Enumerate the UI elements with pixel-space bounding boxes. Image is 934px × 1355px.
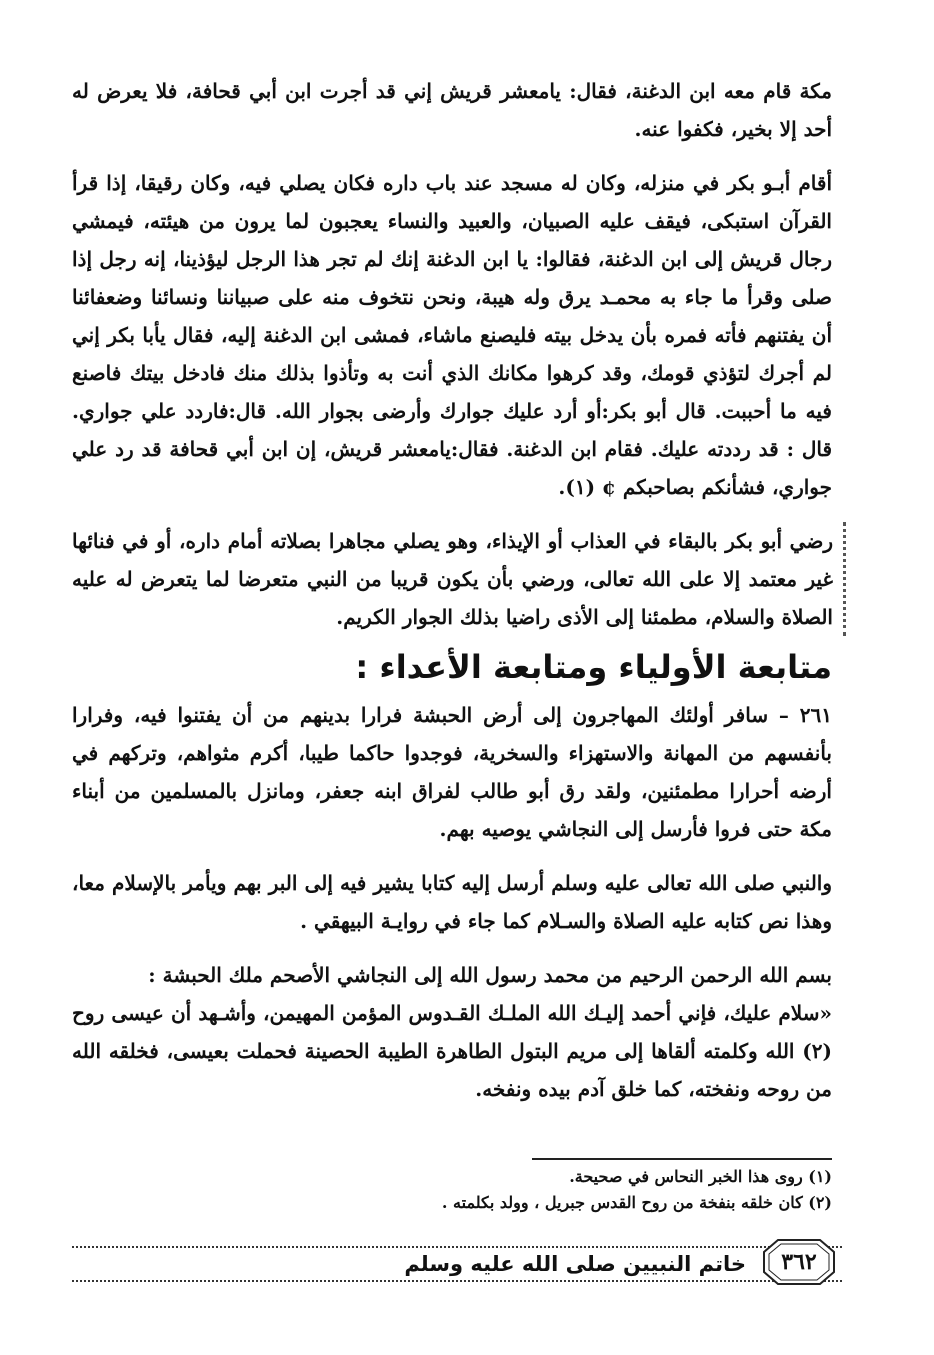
footer-rule-bottom: [72, 1280, 842, 1282]
paragraph-6: بسم الله الرحمن الرحيم من محمد رسول الله إلى النجاشي الأصحم ملك الحبشة :: [148, 963, 832, 987]
page-number: ٣٦٢: [781, 1249, 817, 1275]
paragraph-3: رضي أبو بكر بالبقاء في العذاب أو الإيذاء، وهو يصلي مجاهرا بصلاته أمام داره، أو في فنائها غير معتمد إلا على الله تعالى، ورضي بأن يكون قريبا من النبي متعرضا لما يتعرض له عليه الصلاة والسلام، مطمئنا إلى الأذى راضيا بذلك الجوار الكريم.: [72, 522, 846, 636]
section-heading: متابعة الأولياء ومتابعة الأعداء :: [355, 648, 832, 686]
book-title: خاتم النبيين صلى الله عليه وسلم: [398, 1250, 752, 1278]
page-body: [72, 72, 832, 1292]
paragraph-gap: [72, 506, 832, 522]
page-footer: [72, 1236, 842, 1288]
footer-rule-top: [72, 1246, 842, 1248]
paragraph-7: «سلام عليك، فإني أحمد إليـك الله الملـك القـدوس المؤمن المهيمن، وأشـهد أن عيسى روح (٢) الله وكلمته ألقاها إلى مريم البتول الطاهرة الطيبة الحصينة فحملت بعيسى، فخلقه الله من روحه ونفخته، كما خلق آدم بيده ونفخه.: [72, 1001, 832, 1101]
paragraph-5: والنبي صلى الله تعالى عليه وسلم أرسل إليه كتابا يشير فيه إلى البر بهم ويأمر بالإسلام معا، وهذا نص كتابه عليه الصلاة والسـلام كما جاء في روايـة البيهقي .: [72, 871, 832, 933]
page-number-badge: [762, 1238, 836, 1286]
paragraph-1: مكة قام معه ابن الدغنة، فقال: يامعشر قريش إني قد أجرت ابن أبي قحافة، فلا يعرض له أحد إلا بخير، فكفوا عنه.: [72, 79, 832, 141]
footnote-2: (٢) كان خلقه بنفخة من روح القدس جبريل ، وولد بكلمته .: [441, 1193, 832, 1212]
footnote-divider: [532, 1158, 832, 1160]
paragraph-2: أقام أبـو بكر في منزله، وكان له مسجد عند باب داره فكان يصلي فيه، وكان رقيقا، إذا قرأ القرآن استبكى، فيقف عليه الصبيان، والعبيد والنساء يعجبون لما يرون من هيئته، فيمشي رجال قريش إلى ابن الدغنة، فقالوا: يا ابن الدغنة إنك لم تجر هذا الرجل ليؤذينا، إنه رجل إذا صلى وقرأ ما جاء به محمـد يرق وله هيبة، ونحن نتخوف منه على صبياننا ونسائنا وضعفائنا أن يفتنهم فأته فمره بأن يدخل بيته فليصنع ماشاء، فمشى ابن الدغنة إليه، فقال يأبا بكر إني لم أجرك لتؤذي قومك، وقد كرهوا مكانك الذي أنت به وتأذوا بذلك منك فادخل بيتك فاصنع فيه ما أحببت. قال أبو بكر:أو أرد عليك جوارك وأرضى بجوار الله. قال:فاردد علي جواري. قال : قد رددته عليك. فقام ابن الدغنة. فقال:يامعشر قريش، إن ابن أبي قحافة قد رد علي جواري، فشأنكم بصاحبكم ¢ (١).: [72, 171, 832, 499]
paragraph-4: ٢٦١ – سافر أولئك المهاجرون إلى أرض الحبشة فرارا بدينهم من أن يفتنوا فيه، وفرارا بأنفسهم من المهانة والاستهزاء والسخرية، فوجدوا حاكما طيبا، أكرم مثواهم، وتركهم في أرضه أحرارا مطمئنين، ولقد رق أبو طالب لفراق ابنه جعفر، ومانزل بالمسلمين من أبناء مكة حتى فروا فأرسل إلى النجاشي يوصيه بهم.: [72, 703, 832, 841]
footnotes: [72, 1158, 832, 1216]
paragraph-gap: [72, 848, 832, 864]
paragraph-gap: [72, 148, 832, 164]
paragraph-gap: [72, 940, 832, 956]
footnote-1: (١) روى هذا الخبر النحاس في صحيحة.: [569, 1167, 832, 1186]
